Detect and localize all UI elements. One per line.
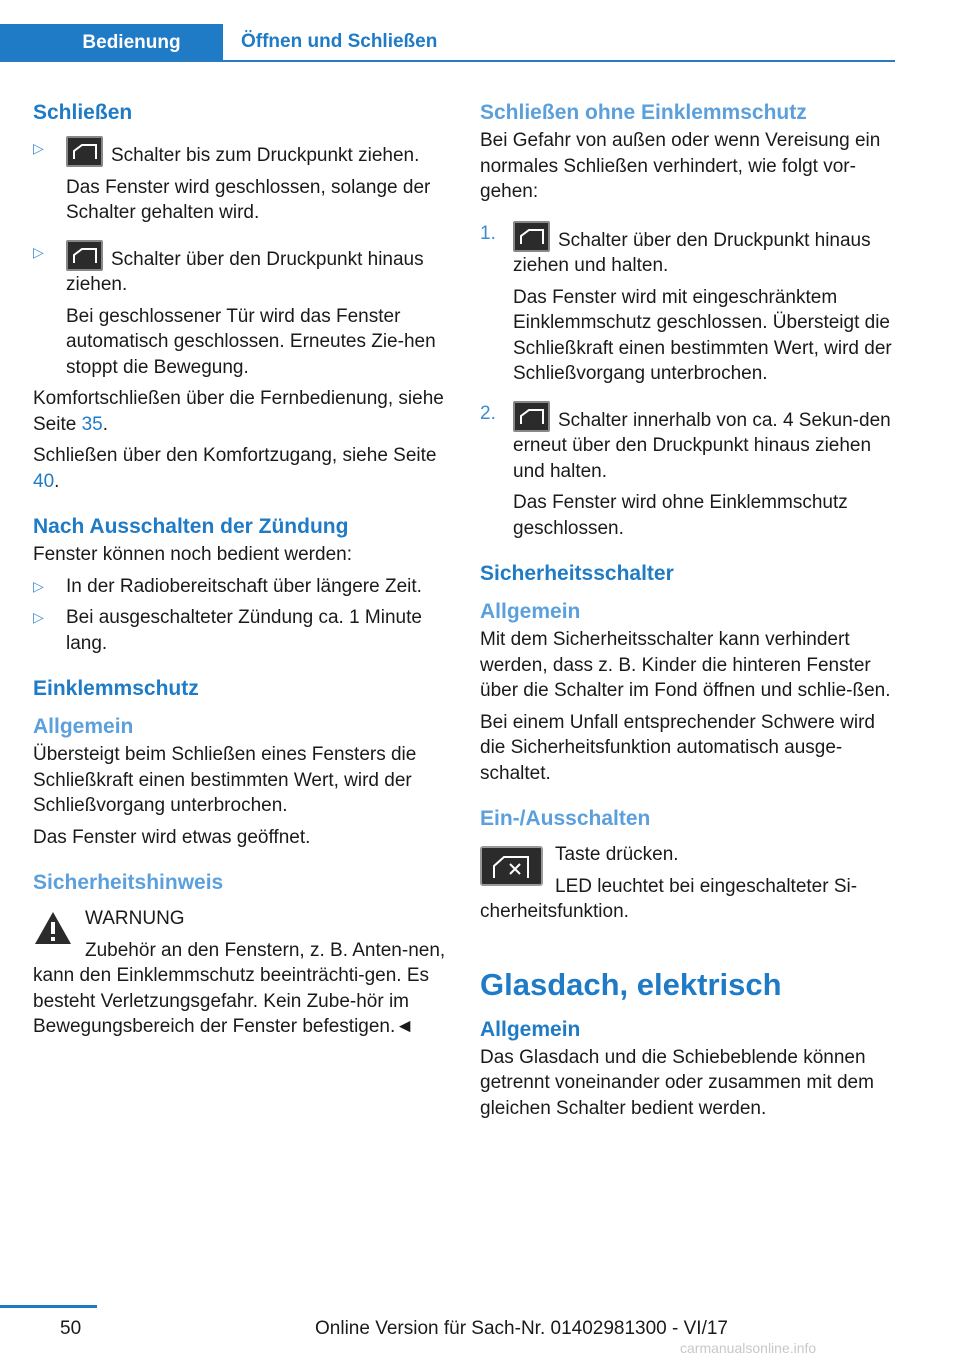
- einklemm-text-2: Das Fenster wird etwas geöffnet.: [33, 826, 311, 848]
- item2-detail: Bei geschlossener Tür wird das Fenster automatisch geschlossen. Erneutes Zie-hen stoppt die Bewegung.: [66, 305, 436, 378]
- list-item: [33, 605, 451, 656]
- warning-icon: [33, 910, 73, 954]
- triangle-bullet-icon: ▷: [33, 609, 44, 625]
- item1-text: Schalter bis zum Druckpunkt ziehen.: [111, 145, 420, 166]
- step1-text: Schalter über den Druckpunkt hinaus ziehen und halten.: [513, 229, 871, 276]
- step-item: [480, 401, 898, 542]
- triangle-bullet-icon: ▷: [33, 243, 44, 260]
- tab-bedienung[interactable]: Bedienung: [0, 24, 223, 62]
- page-header: [0, 24, 895, 62]
- window-switch-icon: [513, 221, 550, 252]
- safety-switch-block: [480, 842, 898, 925]
- ss-text-1: Mit dem Sicherheitsschalter kann verhindert werden, dass z. B. Kinder die hinteren Fenster über die Schalter im Fond öffnen und schlie-ßen.: [480, 629, 891, 701]
- page-number: 50: [60, 1318, 82, 1339]
- zuendung-item1: In der Radiobereitschaft über längere Zeit.: [66, 575, 422, 597]
- header-divider: [0, 60, 895, 62]
- list-item: [33, 240, 451, 381]
- step2-text: Schalter innerhalb von ca. 4 Sekun-den erneut über den Druckpunkt hinaus ziehen und halten.: [513, 409, 891, 482]
- safety-lock-switch-icon: [480, 846, 543, 886]
- triangle-bullet-icon: ▷: [33, 140, 44, 156]
- window-switch-icon: [66, 136, 103, 167]
- ohne-intro: Bei Gefahr von außen oder wenn Vereisung ein normales Schließen verhindert, wie folgt vor-gehen:: [480, 130, 881, 202]
- step2-detail: Das Fenster wird ohne Einklemmschutz geschlossen.: [513, 492, 848, 539]
- komfort-text: Komfortschließen über die Fernbedienung, siehe Seite 35.: [33, 388, 444, 435]
- heading-allgemein-glasdach: Allgemein: [480, 1017, 581, 1041]
- left-column: [33, 98, 451, 1046]
- warning-text: Zubehör an den Fenstern, z. B. Anten-nen, kann den Einklemmschutz beeinträchti-gen. Es besteht Verletzungsgefahr. Kein Zube-hör im Bewegungsbereich der Fenster befestigen.◄: [33, 939, 446, 1037]
- heading-allgemein: Allgemein: [480, 600, 581, 623]
- page-link-40[interactable]: 40: [33, 470, 55, 492]
- step1-detail: Das Fenster wird mit eingeschränktem Einklemmschutz geschlossen. Übersteigt die Schließkraft einen bestimmten Wert, wird der Schließvorgang unterbrochen.: [513, 286, 892, 384]
- triangle-bullet-icon: ▷: [33, 577, 44, 594]
- list-item: [33, 574, 451, 600]
- heading-sicherheitshinweis: Sicherheitshinweis: [33, 871, 224, 894]
- heading-allgemein: Allgemein: [33, 715, 134, 738]
- glasdach-text: Das Glasdach und die Schiebeblende können getrennt voneinander oder zusammen mit dem gleichen Schalter bedient werden.: [480, 1046, 874, 1119]
- item2-text: Schalter über den Druckpunkt hinaus ziehen.: [66, 248, 424, 295]
- heading-sicherheitsschalter: Sicherheitsschalter: [480, 562, 674, 585]
- heading-ohne-einklemmschutz: Schließen ohne Einklemmschutz: [480, 101, 807, 124]
- zuendung-item2: Bei ausgeschalteter Zündung ca. 1 Minute lang.: [66, 607, 422, 654]
- heading-schliessen: Schließen: [33, 101, 133, 124]
- ss-text-2: Bei einem Unfall entsprechender Schwere wird die Sicherheitsfunktion automatisch ausge-schaltet.: [480, 711, 875, 784]
- einaus-text-1: Taste drücken.: [555, 844, 679, 865]
- right-column: [480, 98, 898, 1127]
- einaus-text-2: LED leuchtet bei eingeschalteter Si-cherheitsfunktion.: [480, 875, 858, 922]
- step-number: 1.: [480, 222, 496, 244]
- heading-zuendung: Nach Ausschalten der Zündung: [33, 515, 349, 538]
- window-switch-icon: [66, 240, 103, 271]
- step-number: 2.: [480, 402, 496, 424]
- warning-block: [33, 906, 451, 1040]
- page-link-35[interactable]: 35: [81, 413, 103, 435]
- online-version-text: Online Version für Sach-Nr. 01402981300 - VI/17: [315, 1318, 728, 1339]
- list-item: [33, 136, 451, 226]
- einklemm-text-1: Übersteigt beim Schließen eines Fensters die Schließkraft einen bestimmten Wert, wird der Schließvorgang unterbrochen.: [33, 744, 417, 816]
- heading-ein-ausschalten: Ein-/Ausschalten: [480, 807, 651, 830]
- window-switch-icon: [513, 401, 550, 432]
- zuendung-intro: Fenster können noch bedient werden:: [33, 544, 352, 565]
- step-item: [480, 221, 898, 387]
- watermark: carmanualsonline.info: [680, 1340, 817, 1356]
- komfortzugang-text: Schließen über den Komfortzugang, siehe Seite 40.: [33, 445, 437, 492]
- tab-oeffnen-schliessen[interactable]: Öffnen und Schließen: [241, 31, 438, 52]
- footer-divider: [0, 1305, 97, 1308]
- heading-einklemmschutz: Einklemmschutz: [33, 677, 199, 700]
- warning-title: WARNUNG: [85, 908, 185, 929]
- heading-glasdach: Glasdach, elektrisch: [480, 966, 782, 1002]
- item1-detail: Das Fenster wird geschlossen, solange der Schalter gehalten wird.: [66, 176, 431, 223]
